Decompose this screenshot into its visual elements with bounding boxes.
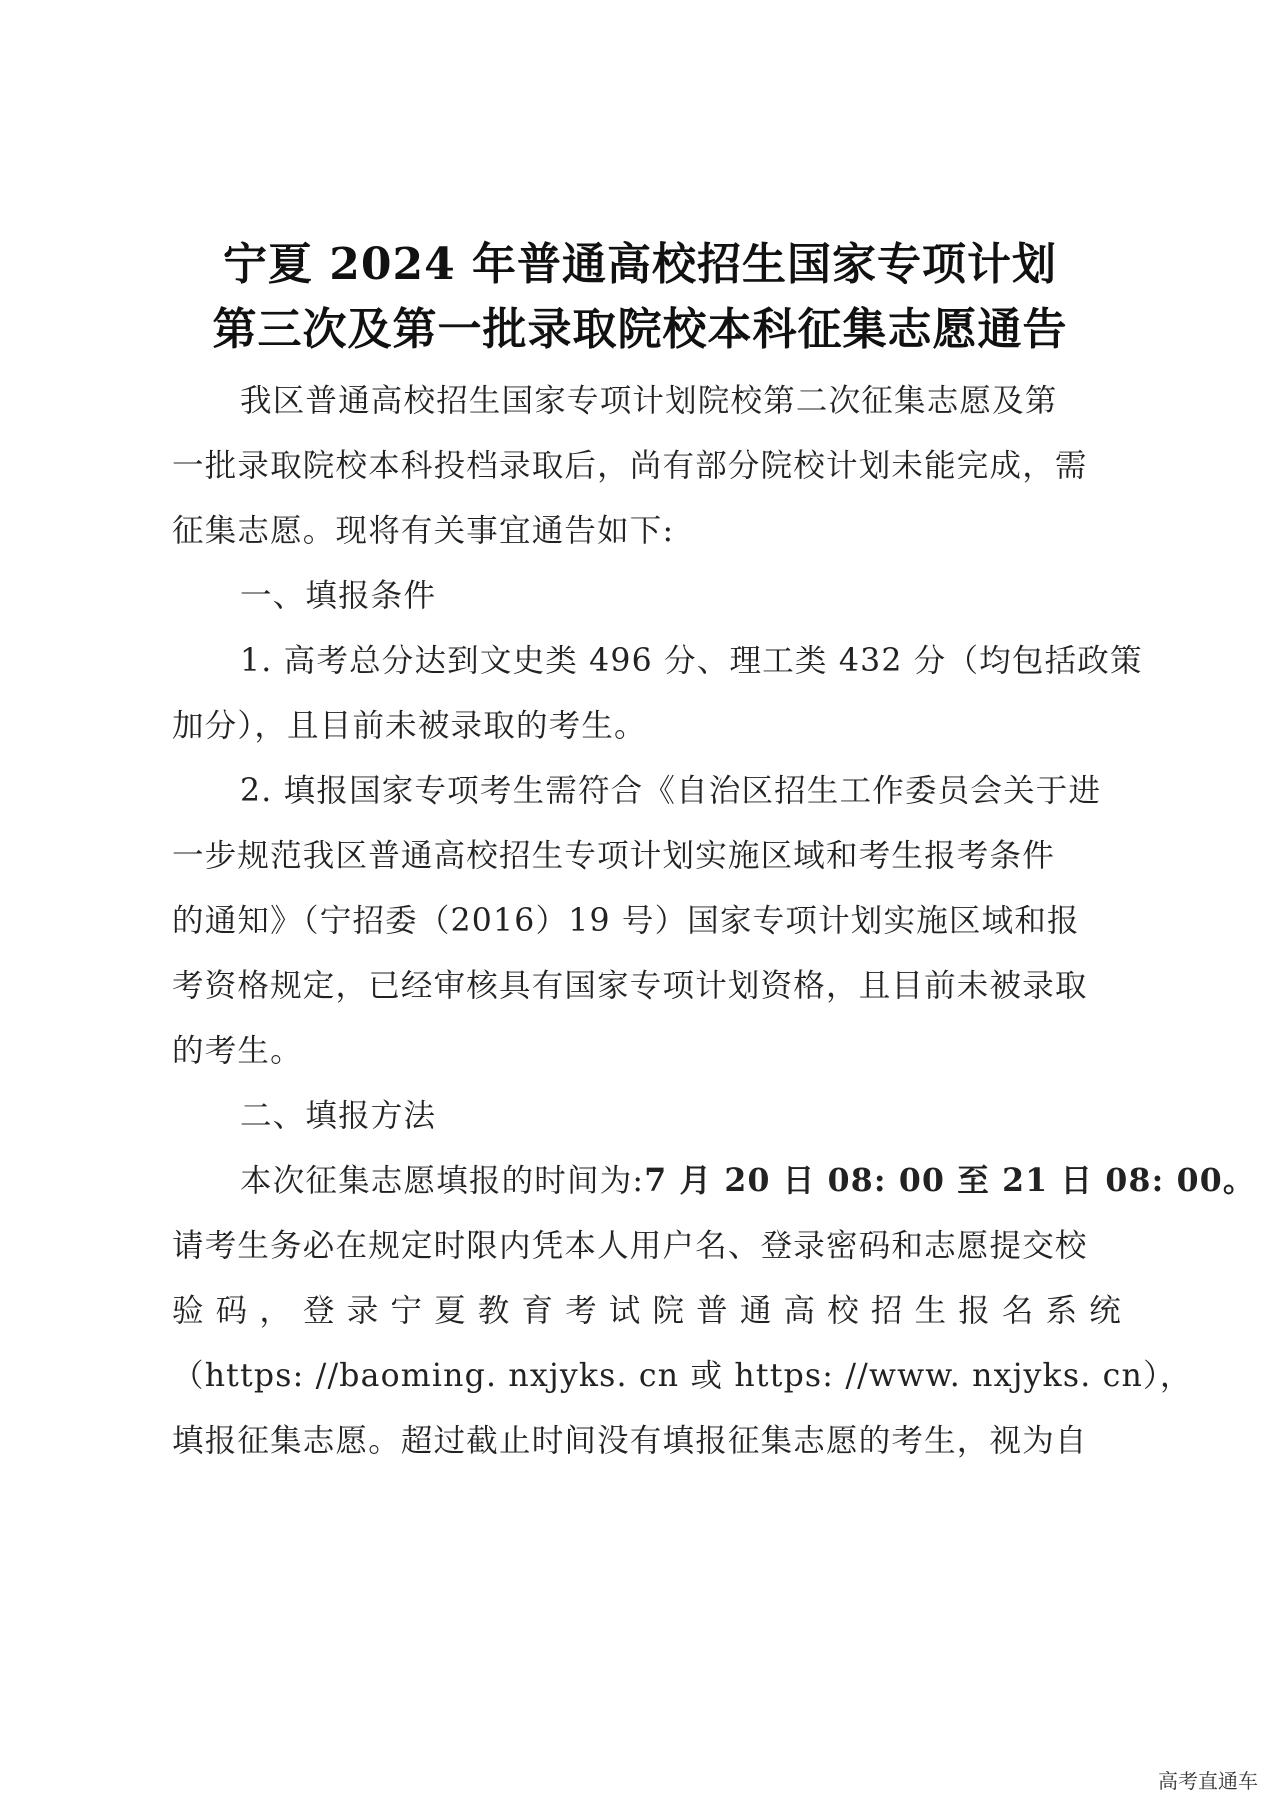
method-line-3-text: 验码，登录宁夏教育考试院普通高校招生报名系统: [172, 1293, 1122, 1329]
intro-line-1: 我区普通高校招生国家专项计划院校第二次征集志愿及第: [240, 383, 1058, 419]
condition-2-line-1: 2. 填报国家专项考生需符合《自治区招生工作委员会关于进: [240, 773, 1102, 809]
intro-line-2: 一批录取院校本科投档录取后，尚有部分院校计划未能完成，需: [172, 448, 1088, 484]
section-1-heading: 一、填报条件: [240, 578, 437, 614]
condition-1-line-2: 加分），且目前未被录取的考生。: [172, 708, 647, 744]
condition-1-line-1: 1. 高考总分达到文史类 496 分、理工类 432 分（均包括政策: [240, 643, 1143, 679]
condition-2-line-3: 的通知》（宁招委（2016）19 号）国家专项计划实施区域和报: [172, 903, 1080, 939]
method-line-3: [172, 1286, 1122, 1331]
method-line-5: 填报征集志愿。超过截止时间没有填报征集志愿的考生，视为自: [172, 1423, 1088, 1459]
condition-2-line-2: 一步规范我区普通高校招生专项计划实施区域和考生报考条件: [172, 838, 1055, 874]
document-title-line-2: 第三次及第一批录取院校本科征集志愿通告: [212, 304, 1068, 355]
condition-2-line-4: 考资格规定，已经审核具有国家专项计划资格，且目前未被录取: [172, 968, 1088, 1004]
method-line-1: [240, 1156, 1256, 1201]
intro-line-3: 征集志愿。现将有关事宜通告如下:: [172, 513, 675, 549]
method-line-1-prefix: 本次征集志愿填报的时间为:: [240, 1163, 645, 1199]
condition-2-line-5: 的考生。: [172, 1033, 303, 1069]
method-line-2: 请考生务必在规定时限内凭本人用户名、登录密码和志愿提交校: [172, 1228, 1088, 1264]
filing-time-window: 7 月 20 日 08: 00 至 21 日 08: 00。: [644, 1162, 1256, 1199]
section-2-heading: 二、填报方法: [240, 1098, 437, 1134]
document-title-line-1: 宁夏 2024 年普通高校招生国家专项计划: [222, 239, 1058, 290]
method-line-4-urls: （https: //baoming. nxjyks. cn 或 https: //www. nxjyks. cn），: [172, 1358, 1193, 1394]
watermark-text: 高考直通车: [1158, 1769, 1258, 1793]
